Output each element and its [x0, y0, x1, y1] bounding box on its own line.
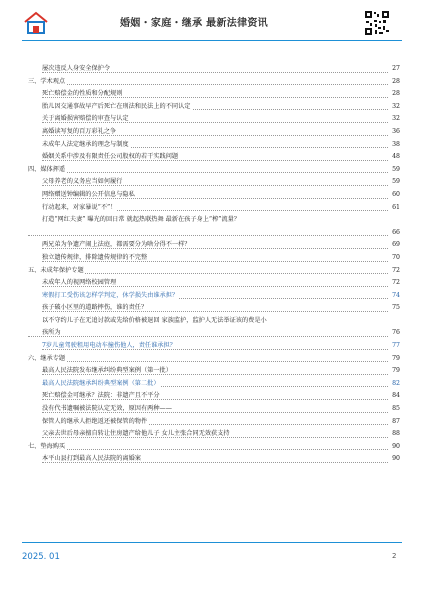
dot-leader: [42, 185, 388, 186]
toc-entry[interactable]: [28, 365, 400, 378]
issue-date: 2025. 01: [22, 552, 60, 562]
toc-section-heading[interactable]: [28, 265, 400, 278]
toc-page-number: 70: [390, 252, 400, 265]
toc-entry-title: 网络赠送钟编辑的公开信息与隐私: [42, 190, 135, 198]
page-number: 2: [392, 552, 397, 560]
toc-entry[interactable]: [28, 290, 400, 303]
toc-entry[interactable]: [28, 227, 400, 240]
toc-entry[interactable]: [28, 327, 400, 340]
toc-entry-title: 死亡赔偿金可继承？法院：非遗产且不平分: [42, 392, 160, 400]
dot-leader: [42, 122, 388, 123]
dot-leader: [42, 248, 388, 249]
footer-divider: [22, 542, 402, 543]
toc-page-number: 82: [390, 378, 400, 391]
dot-leader: [42, 399, 388, 400]
toc-entry-title: 屡次违反人身安全保护令: [42, 65, 111, 72]
toc-page-number: 61: [390, 202, 400, 215]
toc-page-number: 72: [390, 265, 400, 278]
toc-entry-title: 最高人民法院继承纠纷典型案例（第二批）: [42, 379, 160, 387]
toc-entry-title: 没有代书遗嘱被法院认定无效，原因有两种——: [42, 405, 172, 413]
toc-page-number: 79: [390, 365, 400, 378]
toc-entry-title: 六、继承专题: [28, 354, 66, 362]
dot-leader: [28, 235, 388, 236]
toc-entry[interactable]: [28, 202, 400, 215]
toc-page-number: 77: [390, 340, 400, 353]
toc-entry[interactable]: [28, 139, 400, 152]
toc-page-number: 59: [390, 164, 400, 177]
toc-entry-title: 7岁儿童驾驶租用电动车撞伤他人，责任谁承担？: [42, 342, 176, 350]
toc-entry[interactable]: [28, 302, 400, 315]
toc-section-heading[interactable]: [28, 441, 400, 454]
toc-page-number: 59: [390, 176, 400, 189]
toc-entry[interactable]: [28, 88, 400, 101]
toc-entry[interactable]: [28, 416, 400, 429]
toc-page-number: 84: [390, 390, 400, 403]
toc-entry[interactable]: [28, 428, 400, 441]
toc-entry-title: 七、垫海购买: [28, 442, 66, 450]
toc-entry-title: 父母养老的义务应当如何履行: [42, 178, 123, 186]
toc-entry[interactable]: [28, 113, 400, 126]
toc-section-heading[interactable]: [28, 353, 400, 366]
page-header: [0, 0, 424, 40]
toc-page-number: 60: [390, 189, 400, 202]
toc-page-number: 32: [390, 101, 400, 114]
toc-entry-title: 独立遗传规律，排除遗传规律的不完整: [42, 253, 148, 261]
dot-leader: [28, 336, 388, 337]
toc-page-number: 28: [390, 88, 400, 101]
toc-entry-title: 死亡赔偿金的性质和分配规则: [42, 90, 123, 98]
toc-entry-title: 保管人的继承人拒绝返还被保管的物件: [42, 417, 148, 425]
toc-entry-title: 婚姻关系中涉及有限责任公司股权的若干实践问题: [42, 153, 179, 161]
toc-entry[interactable]: [28, 340, 400, 353]
header-divider: [22, 40, 402, 41]
toc-entry[interactable]: [28, 126, 400, 139]
toc-page-number: 48: [390, 151, 400, 164]
toc-entry-title: 最高人民法院发布继承纠纷典型案例（第一批）: [42, 367, 172, 375]
toc-page-number: 90: [390, 453, 400, 466]
toc-page-number: 79: [390, 353, 400, 366]
toc-entry[interactable]: [28, 390, 400, 403]
house-logo-icon: [22, 10, 50, 36]
qr-code-icon: [364, 10, 390, 36]
toc-entry-title: 以不守约儿子在无追讨款或先给价格被退回 家族监护，监护人无法举证该的费是小: [42, 316, 267, 324]
toc-page-number: 75: [390, 302, 400, 315]
toc-page-number: 28: [390, 76, 400, 89]
toc-page-number: 76: [390, 327, 400, 340]
toc-entry[interactable]: [28, 315, 400, 328]
toc-page-number: 36: [390, 126, 400, 139]
toc-page-number: 38: [390, 139, 400, 152]
dot-leader: [28, 84, 388, 85]
toc-page-number: 72: [390, 277, 400, 290]
toc-entry-title: 三、学术观点: [28, 77, 66, 85]
toc-entry-title: 寒假打工受伤该怎样学判定，休学损失由谁承担？: [42, 291, 179, 299]
toc-entry[interactable]: [28, 176, 400, 189]
toc-page-number: 66: [390, 227, 400, 240]
toc-entry-title: 本平山县打到最高人民法院的离婚案: [42, 455, 141, 463]
toc-entry-title: 打造“网红夫妻” 曝光的回日常 就起热联热舞 最新在孩子身上“榨”流量？: [42, 216, 240, 224]
toc-entry[interactable]: [28, 252, 400, 265]
toc-entry[interactable]: [28, 239, 400, 252]
toc-page-number: 90: [390, 441, 400, 454]
toc-entry[interactable]: [28, 151, 400, 164]
toc-entry-title: 父亲去世后母亲擅自转让住房遗产给他儿子 女儿主张合同无效获支持: [42, 430, 230, 438]
toc-page-number: 85: [390, 403, 400, 416]
dot-leader: [28, 449, 388, 450]
toc-entry[interactable]: [28, 214, 400, 227]
toc-entry-title: 两兄弟为争遗产闹上法庭，都需要分为啥分得不一样？: [42, 241, 191, 249]
dot-leader: [28, 361, 388, 362]
toc-section-heading[interactable]: [28, 164, 400, 177]
toc-entry-title: 行动起来，对家暴说“不”！: [42, 203, 117, 211]
toc-entry-title: 孩所为: [42, 329, 61, 337]
toc-entry[interactable]: [28, 277, 400, 290]
toc-entry-title: 孩子破小区里的道路摔伤，谁的责任？: [42, 304, 148, 312]
toc-entry[interactable]: [28, 378, 400, 391]
header-title: 婚姻・家庭・继承 最新法律资讯: [120, 18, 268, 29]
toc-entry-title: 离婚读写复的百万彩礼之争: [42, 127, 117, 135]
table-of-contents: [28, 63, 400, 466]
toc-page-number: 69: [390, 239, 400, 252]
toc-entry-title: [42, 229, 43, 236]
dot-leader: [28, 172, 388, 173]
dot-leader: [42, 311, 388, 312]
toc-page-number: 88: [390, 428, 400, 441]
toc-entry-title: 四、媒体挥遥: [28, 165, 66, 173]
toc-entry[interactable]: [28, 63, 400, 76]
toc-page-number: 27: [390, 63, 400, 76]
toc-entry-title: 胎儿因交通事故早产后死亡在刑法和民法上的不同认定: [42, 102, 191, 110]
dot-leader: [42, 462, 388, 463]
toc-entry-title: 未成年人的视网络校园管理: [42, 279, 117, 287]
toc-page-number: 74: [390, 290, 400, 303]
toc-entry[interactable]: [28, 453, 400, 466]
toc-entry[interactable]: [28, 403, 400, 416]
toc-section-heading[interactable]: [28, 76, 400, 89]
toc-entry[interactable]: [28, 189, 400, 202]
toc-entry-title: 未成年人法定继承的理念与制度: [42, 140, 129, 148]
toc-entry-title: 五、未成年保护专题: [28, 266, 84, 274]
toc-page-number: 87: [390, 416, 400, 429]
toc-entry-title: 关于离婚损害赔偿的审查与认定: [42, 115, 129, 123]
toc-page-number: 32: [390, 113, 400, 126]
toc-entry[interactable]: [28, 101, 400, 114]
